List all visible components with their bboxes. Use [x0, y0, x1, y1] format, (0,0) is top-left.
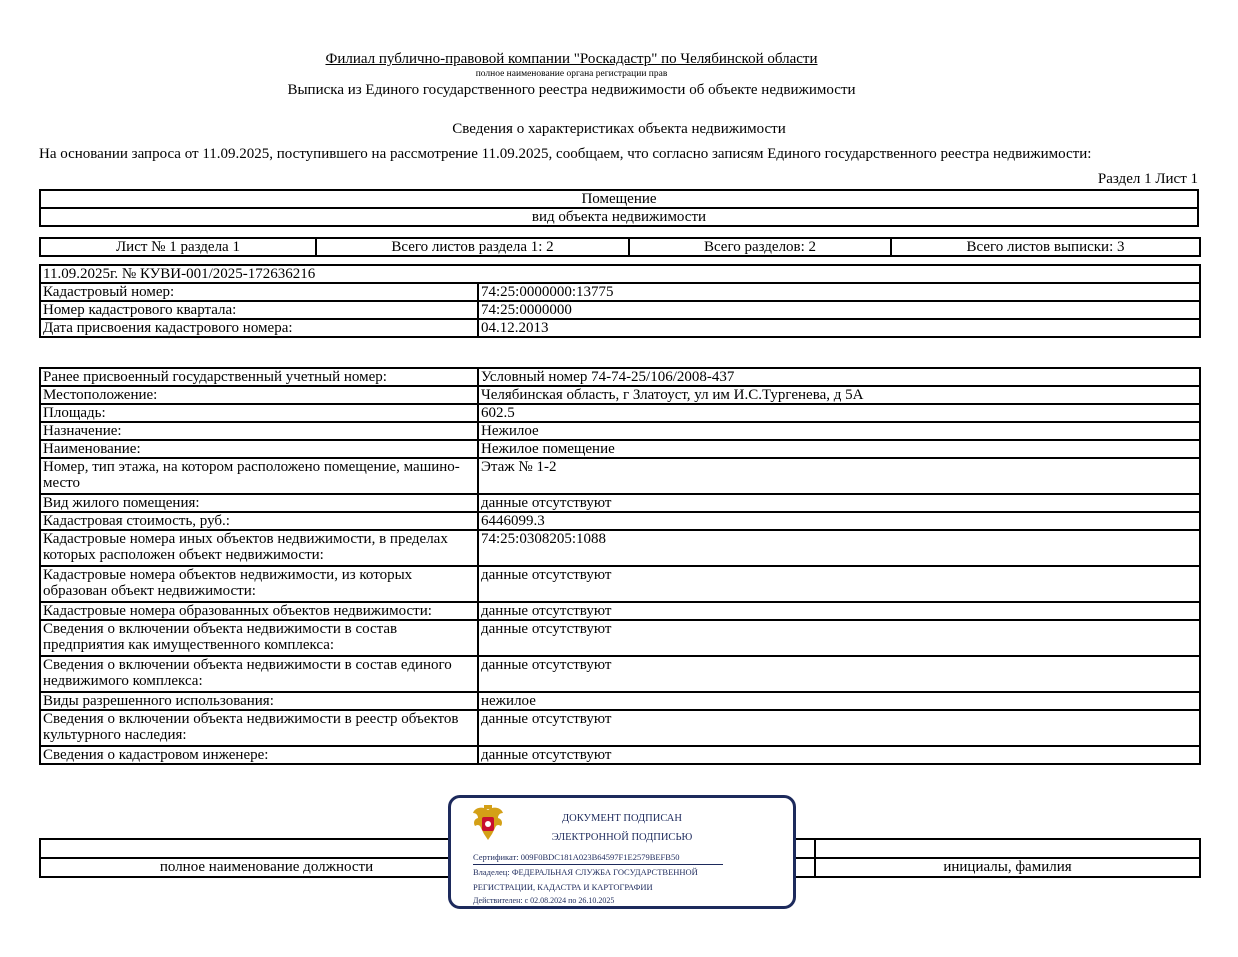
row-label: Кадастровые номера объектов недвижимости, из которых образован объект недвижимости: — [40, 566, 478, 602]
row-value: Этаж № 1-2 — [478, 458, 1200, 494]
row-value: нежилое — [478, 692, 1200, 710]
total-sheets-section: Всего листов раздела 1: 2 — [316, 238, 629, 256]
table-row — [40, 494, 1200, 512]
row-label: Площадь: — [40, 404, 478, 422]
position-caption: полное наименование должности — [40, 858, 493, 877]
sheets-table — [39, 237, 1201, 257]
row-value: 74:25:0308205:1088 — [478, 530, 1200, 566]
row-value: Условный номер 74-74-25/106/2008-437 — [478, 368, 1200, 386]
section-title: Сведения о характеристиках объекта недвижимости — [452, 121, 786, 137]
row-label: Кадастровый номер: — [40, 283, 478, 301]
table-row — [40, 656, 1200, 692]
row-value: 6446099.3 — [478, 512, 1200, 530]
table-row — [40, 440, 1200, 458]
stamp-owner-1: Владелец: ФЕДЕРАЛЬНАЯ СЛУЖБА ГОСУДАРСТВЕННОЙ — [473, 867, 698, 877]
row-value: данные отсутствуют — [478, 566, 1200, 602]
row-label: Кадастровая стоимость, руб.: — [40, 512, 478, 530]
table-row — [40, 301, 1200, 319]
row-value: Нежилое помещение — [478, 440, 1200, 458]
table-row — [40, 530, 1200, 566]
table-row — [40, 566, 1200, 602]
row-value: данные отсутствуют — [478, 746, 1200, 764]
stamp-divider — [473, 864, 723, 865]
object-type: Помещение — [40, 190, 1198, 208]
row-label: Ранее присвоенный государственный учетный номер: — [40, 368, 478, 386]
row-label: Номер, тип этажа, на котором расположено помещение, машино-место — [40, 458, 478, 494]
basis-text: На основании запроса от 11.09.2025, поступившего на рассмотрение 11.09.2025, сообщаем, что согласно записям Единого государственного реестра недвижимости: — [39, 146, 1092, 162]
characteristics-table — [39, 367, 1201, 765]
table-row — [40, 710, 1200, 746]
row-label: Кадастровые номера образованных объектов недвижимости: — [40, 602, 478, 620]
row-value: 74:25:0000000:13775 — [478, 283, 1200, 301]
total-sheets-extract: Всего листов выписки: 3 — [891, 238, 1200, 256]
extract-id: 11.09.2025г. № КУВИ-001/2025-172636216 — [40, 265, 1200, 283]
object-type-table — [39, 189, 1199, 227]
row-value: данные отсутствуют — [478, 620, 1200, 656]
row-label: Кадастровые номера иных объектов недвижимости, в пределах которых расположен объект недвижимости: — [40, 530, 478, 566]
stamp-line-1: ДОКУМЕНТ ПОДПИСАН — [562, 813, 682, 824]
table-row — [40, 386, 1200, 404]
object-type-caption: вид объекта недвижимости — [40, 208, 1198, 226]
section-sheet-label: Раздел 1 Лист 1 — [1097, 171, 1198, 187]
row-value: 602.5 — [478, 404, 1200, 422]
org-caption: полное наименование органа регистрации прав — [475, 69, 668, 79]
stamp-line-2: ЭЛЕКТРОННОЙ ПОДПИСЬЮ — [551, 832, 693, 843]
row-label: Сведения о кадастровом инженере: — [40, 746, 478, 764]
row-label: Назначение: — [40, 422, 478, 440]
row-label: Виды разрешенного использования: — [40, 692, 478, 710]
row-value: 04.12.2013 — [478, 319, 1200, 337]
row-value: Челябинская область, г Златоуст, ул им И.С.Тургенева, д 5А — [478, 386, 1200, 404]
row-label: Сведения о включении объекта недвижимости в состав единого недвижимого комплекса: — [40, 656, 478, 692]
table-row — [40, 283, 1200, 301]
stamp-validity: Действителен: с 02.08.2024 по 26.10.2025 — [473, 896, 615, 905]
table-row — [40, 512, 1200, 530]
row-label: Номер кадастрового квартала: — [40, 301, 478, 319]
table-row — [40, 458, 1200, 494]
row-label: Сведения о включении объекта недвижимости в состав предприятия как имущественного комплекса: — [40, 620, 478, 656]
table-row — [40, 602, 1200, 620]
stamp-owner-2: РЕГИСТРАЦИИ, КАДАСТРА И КАРТОГРАФИИ — [473, 882, 653, 892]
cadastral-table — [39, 264, 1201, 338]
sheet-number: Лист № 1 раздела 1 — [40, 238, 316, 256]
stamp-certificate: Сертификат: 009F0BDC181A023B64597F1E2579BEFB50 — [473, 852, 680, 862]
row-value: 74:25:0000000 — [478, 301, 1200, 319]
table-row — [40, 692, 1200, 710]
row-label: Дата присвоения кадастрового номера: — [40, 319, 478, 337]
row-label: Вид жилого помещения: — [40, 494, 478, 512]
electronic-signature-stamp — [448, 795, 796, 909]
name-caption: инициалы, фамилия — [815, 858, 1200, 877]
table-row — [40, 620, 1200, 656]
table-row — [40, 422, 1200, 440]
row-value: данные отсутствуют — [478, 710, 1200, 746]
table-row — [40, 368, 1200, 386]
table-row — [40, 746, 1200, 764]
row-label: Местоположение: — [40, 386, 478, 404]
table-row — [40, 404, 1200, 422]
row-value: Нежилое — [478, 422, 1200, 440]
document-title: Выписка из Единого государственного реестра недвижимости об объекте недвижимости — [287, 82, 856, 98]
table-row — [40, 319, 1200, 337]
total-sections: Всего разделов: 2 — [629, 238, 891, 256]
org-name: Филиал публично-правовой компании "Роскадастр" по Челябинской области — [325, 51, 818, 67]
row-value: данные отсутствуют — [478, 602, 1200, 620]
row-label: Наименование: — [40, 440, 478, 458]
row-label: Сведения о включении объекта недвижимости в реестр объектов культурного наследия: — [40, 710, 478, 746]
row-value: данные отсутствуют — [478, 494, 1200, 512]
row-value: данные отсутствуют — [478, 656, 1200, 692]
